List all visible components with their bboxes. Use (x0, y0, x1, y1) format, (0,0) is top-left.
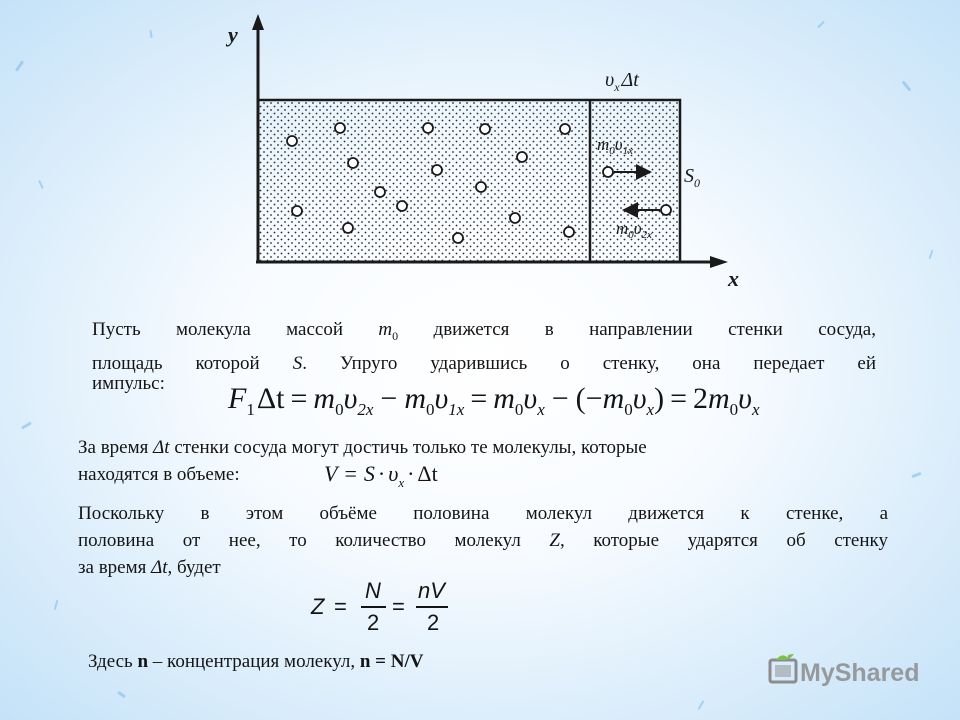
x-axis-label: x (728, 266, 739, 291)
paragraph-line: За время Δt стенки сосуда могут достичь только те молекулы, которые (78, 437, 647, 458)
background-sparkle (698, 700, 705, 710)
background-sparkle (38, 180, 44, 189)
background-sparkle (117, 691, 126, 699)
layer-thickness-label: $\upsilon_x$ Δt (605, 69, 639, 94)
background-sparkle (911, 472, 921, 478)
wall-area-label: $S_0$ (684, 165, 700, 190)
molecule (476, 182, 486, 192)
count-formula-n: N (365, 578, 381, 603)
paragraph-concentration: Здесь n – концентрация молекул, n = N/V (88, 651, 424, 672)
watermark-logo (768, 652, 928, 692)
incoming-momentum-label: $m_0\upsilon_{1x}$ (597, 135, 633, 157)
y-axis-arrow-icon (252, 14, 264, 30)
volume-formula (322, 457, 492, 491)
molecule (453, 233, 463, 243)
background-sparkle (54, 600, 59, 610)
count-formula-nv: nV (418, 578, 445, 603)
count-formula (308, 572, 458, 638)
molecule (292, 206, 302, 216)
momentum-formula (226, 376, 826, 420)
background-sparkle (149, 30, 152, 38)
molecule (603, 167, 613, 177)
molecule (343, 223, 353, 233)
background-sparkle (901, 80, 911, 91)
molecule (375, 187, 385, 197)
molecule (335, 123, 345, 133)
molecule (480, 124, 490, 134)
molecule (397, 201, 407, 211)
count-formula-z: Z (311, 594, 325, 619)
paragraph-count (78, 500, 888, 581)
svg-text:V=S·υx·Δt: $V = S \cdot \upsilon_x \cdot \Delta t$ (324, 461, 438, 490)
count-formula-two: 2 (367, 610, 380, 635)
watermark-logo-icon (770, 654, 796, 682)
molecule (564, 227, 574, 237)
background-sparkle (929, 250, 934, 259)
paragraph-line: половина от нее, то количество молекул Z, которые ударятся об стенку (78, 530, 888, 551)
outgoing-momentum-label: $m_0\upsilon_{2x}$ (616, 219, 652, 241)
molecule (423, 123, 433, 133)
svg-text:F1Δt=m0υ2x−m0υ1x=m0υx−(−m0υx)=: $F_1\Delta t = m_0\upsilon_{2x} - m_0\upsilon_{1x} = m_0\upsilon_x - (-m_0\upsilon_x) = 2m_0\upsilon_x$ (228, 382, 760, 419)
count-formula-eq: = (392, 594, 405, 619)
molecule (517, 152, 527, 162)
molecule (287, 136, 297, 146)
count-formula-two: 2 (427, 610, 440, 635)
background-sparkle (21, 421, 32, 429)
molecule (348, 158, 358, 168)
background-sparkle (15, 60, 24, 72)
count-formula-eq: = (334, 594, 347, 619)
molecule (432, 165, 442, 175)
molecule (560, 124, 570, 134)
paragraph-momentum (92, 316, 876, 377)
watermark-text: MyShared (800, 659, 920, 687)
vessel-diagram (220, 10, 760, 300)
paragraph-line: находятся в объеме: (78, 464, 240, 485)
y-axis-label: y (228, 22, 238, 47)
paragraph-line: Поскольку в этом объёме половина молекул движется к стенке, а (78, 503, 888, 524)
molecule (661, 205, 671, 215)
paragraph-line: импульс: (92, 373, 165, 394)
background-sparkle (817, 21, 825, 29)
x-axis-arrow-icon (710, 256, 728, 268)
paragraph-line: за время Δt, будет (78, 557, 221, 578)
paragraph-line: площадь которой S. Упруго ударившись о стенку, она передает ей (92, 352, 877, 374)
paragraph-line: Пусть молекула массой $m_0$ движется в направлении стенки сосуда, (92, 319, 876, 343)
molecule (510, 213, 520, 223)
